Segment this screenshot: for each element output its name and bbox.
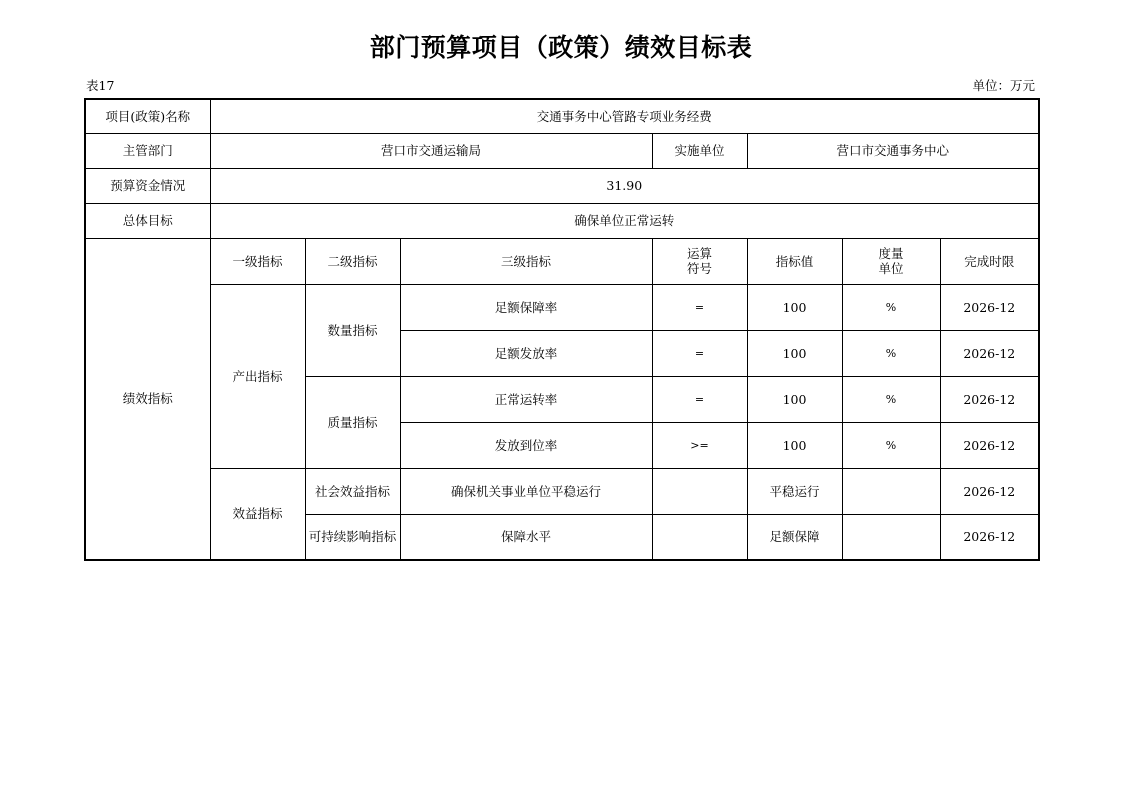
header-level2: 二级指标: [305, 238, 400, 284]
unit-cell: %: [842, 376, 940, 422]
header-operator: [652, 238, 747, 284]
unit-cell: %: [842, 330, 940, 376]
unit-cell: [842, 514, 940, 560]
header-unit: [842, 238, 940, 284]
unit-cell: %: [842, 284, 940, 330]
operator-cell: >=: [652, 422, 747, 468]
department-row: [85, 133, 1039, 168]
perf-label: 绩效指标: [85, 238, 210, 560]
group-social: 社会效益指标: [305, 468, 400, 514]
unit-cell: %: [842, 422, 940, 468]
operator-cell: =: [652, 376, 747, 422]
value-cell: 100: [747, 422, 842, 468]
value-cell: 100: [747, 284, 842, 330]
project-name-value: 交通事务中心管路专项业务经费: [210, 99, 1039, 133]
table-row: [85, 284, 1039, 330]
header-level1: 一级指标: [210, 238, 305, 284]
header-level3: 三级指标: [400, 238, 652, 284]
group-benefit: 效益指标: [210, 468, 305, 560]
header-unit-text: 度量单位: [878, 246, 904, 276]
operator-cell: =: [652, 284, 747, 330]
goal-row: [85, 203, 1039, 238]
operator-cell: =: [652, 330, 747, 376]
table-number: 表17: [86, 78, 115, 93]
level3-cell: 确保机关事业单位平稳运行: [400, 468, 652, 514]
table-row: [85, 468, 1039, 514]
unit-label: 单位：万元: [972, 78, 1035, 93]
level3-cell: 足额发放率: [400, 330, 652, 376]
deadline-cell: 2026-12: [940, 422, 1039, 468]
dept-label: 主管部门: [85, 133, 210, 168]
operator-cell: [652, 468, 747, 514]
group-sustain: 可持续影响指标: [305, 514, 400, 560]
impl-label: 实施单位: [652, 133, 747, 168]
value-cell: 平稳运行: [747, 468, 842, 514]
project-name-row: [85, 99, 1039, 133]
value-cell: 100: [747, 376, 842, 422]
level3-cell: 正常运转率: [400, 376, 652, 422]
page-title: 部门预算项目（政策）绩效目标表: [369, 33, 753, 62]
header-deadline: 完成时限: [940, 238, 1039, 284]
budget-value: 31.90: [210, 168, 1039, 203]
header-value: 指标值: [747, 238, 842, 284]
deadline-cell: 2026-12: [940, 284, 1039, 330]
deadline-cell: 2026-12: [940, 330, 1039, 376]
budget-row: [85, 168, 1039, 203]
level3-cell: 发放到位率: [400, 422, 652, 468]
group-quality: 质量指标: [305, 376, 400, 468]
level3-cell: 保障水平: [400, 514, 652, 560]
dept-value: 营口市交通运输局: [210, 133, 652, 168]
header-operator-text: 运算符号: [686, 246, 712, 276]
level3-cell: 足额保障率: [400, 284, 652, 330]
budget-label: 预算资金情况: [85, 168, 210, 203]
indicator-header-row: [85, 238, 1039, 284]
deadline-cell: 2026-12: [940, 468, 1039, 514]
group-output: 产出指标: [210, 284, 305, 468]
project-name-label: 项目(政策)名称: [85, 99, 210, 133]
deadline-cell: 2026-12: [940, 376, 1039, 422]
value-cell: 足额保障: [747, 514, 842, 560]
deadline-cell: 2026-12: [940, 514, 1039, 560]
goal-value: 确保单位正常运转: [210, 203, 1039, 238]
unit-cell: [842, 468, 940, 514]
group-quantity: 数量指标: [305, 284, 400, 376]
operator-cell: [652, 514, 747, 560]
impl-value: 营口市交通事务中心: [747, 133, 1039, 168]
performance-target-table: [84, 98, 1040, 561]
goal-label: 总体目标: [85, 203, 210, 238]
value-cell: 100: [747, 330, 842, 376]
